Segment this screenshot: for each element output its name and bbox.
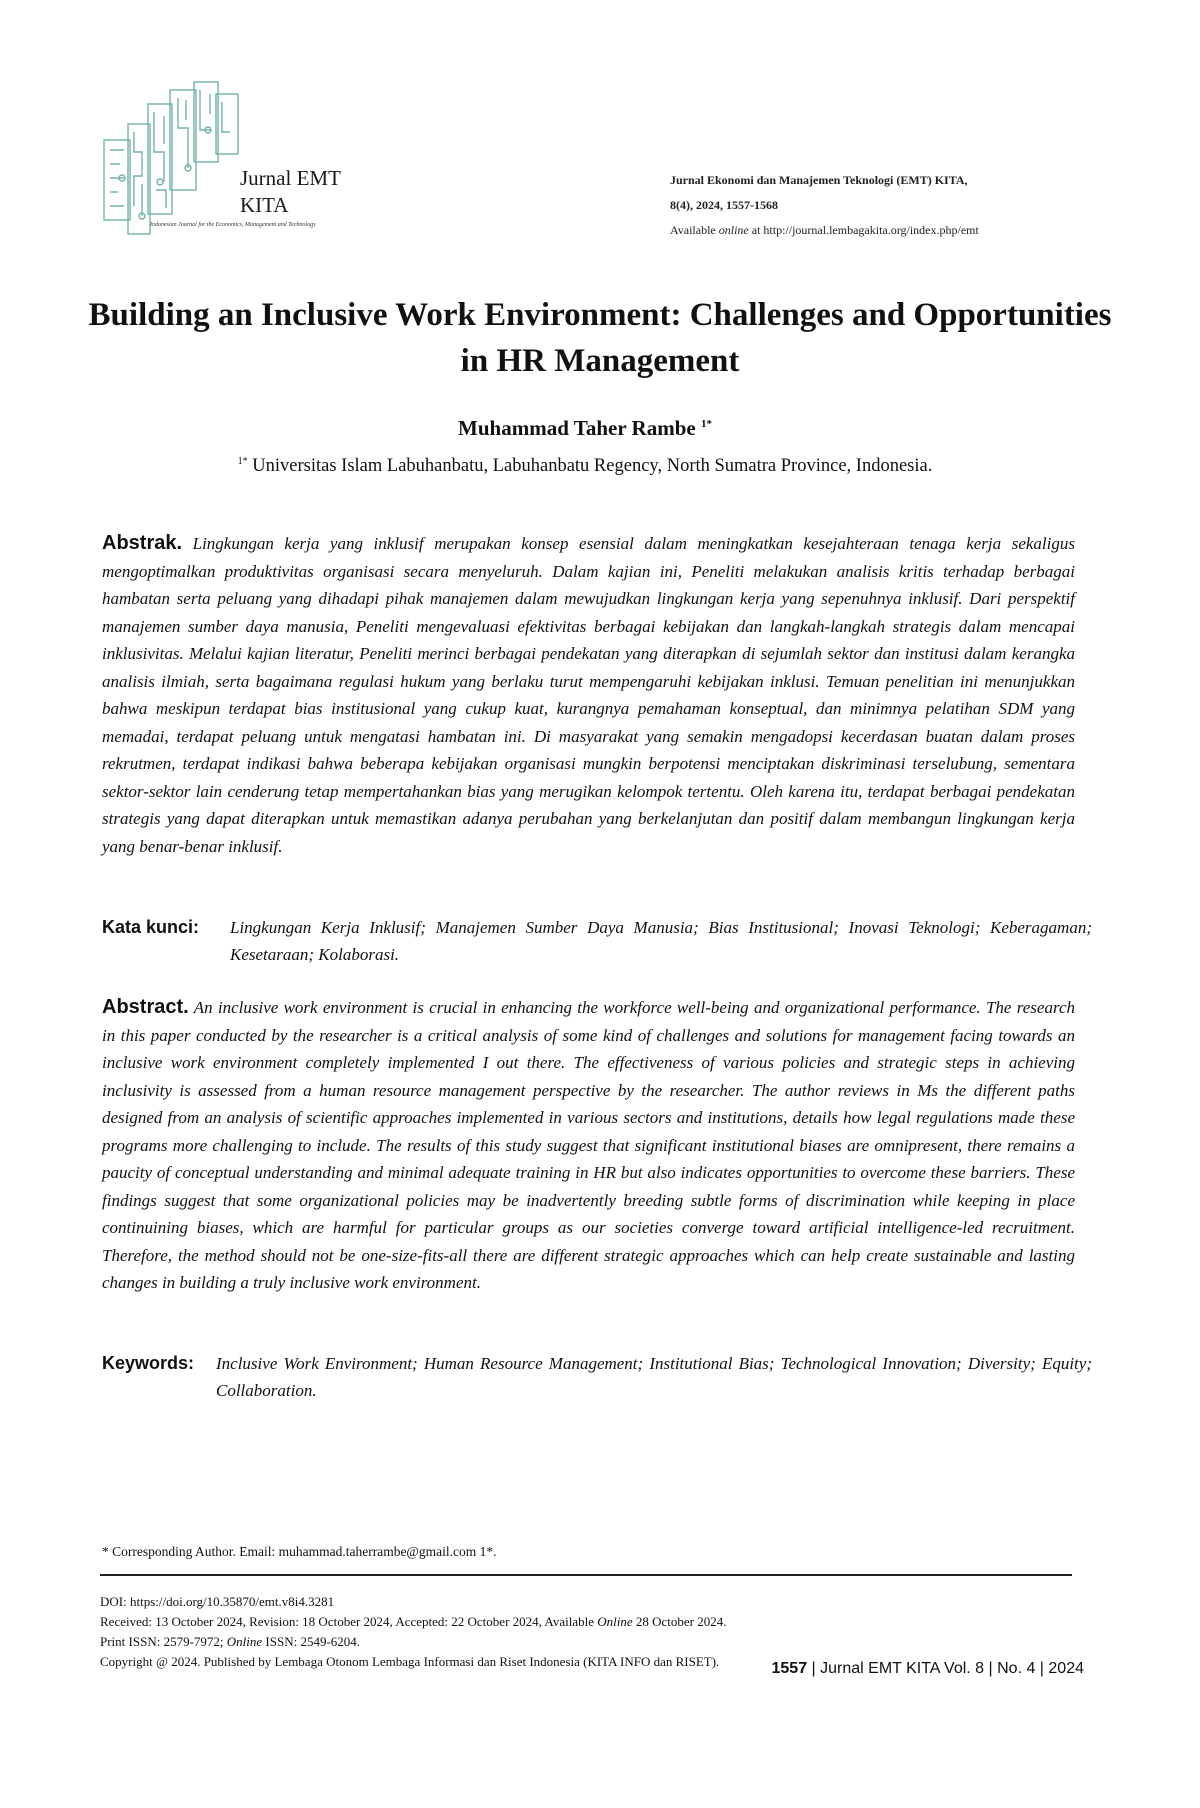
paper-title: Building an Inclusive Work Environment: Challenges and Opportunities in HR Management <box>88 297 1112 379</box>
keywords-text: Inclusive Work Environment; Human Resource Management; Institutional Bias; Technological Innovation; Diversity; Equity; Collaboration. <box>216 1354 1092 1400</box>
keywords <box>102 1350 1092 1404</box>
page-footer: 1557 | Jurnal EMT KITA Vol. 8 | No. 4 | 2024 <box>771 1660 1084 1677</box>
divider <box>100 1574 1072 1576</box>
corresponding-author: * Corresponding Author. Email: muhammad.taherrambe@gmail.com 1*. <box>102 1544 497 1559</box>
abstract-label: Abstract. <box>102 996 189 1018</box>
logo-title: Jurnal EMT KITA <box>240 166 341 217</box>
journal-volume: 8(4), 2024, 1557-1568 <box>670 198 778 212</box>
journal-url[interactable]: Available online at http://journal.lembagakita.org/index.php/emt <box>670 223 979 237</box>
page-number: 1557 <box>771 1660 808 1677</box>
journal-name: Jurnal Ekonomi dan Manajemen Teknologi (EMT) KITA, <box>670 173 968 187</box>
abstract-paragraph: Abstract. An inclusive work environment is crucial in enhancing the workforce well-being and organizational performance. The research in this paper conducted by the researcher is a critical analysis of some kind of challenges and solutions for management facing towards an inclusive work environment completely implemented I out there. The effectiveness of various policies and strategic steps in achieving inclusivity is assessed from a human resource management perspective by the researcher. The author reviews in Ms the different paths designed from an analysis of scientific approaches implemented in various sectors and institutions, details how legal regulations made these programs more challenging to include. The results of this study suggest that significant institutional biases are omnipresent, there remains a paucity of conceptual understanding and minimal adequate training in HR but also indicates opportunities to overcome these barriers. These findings suggest that some organizational policies may be inadvertently breeding subtle forms of discrimination while keeping in place continuining biases, which are harmful for particular groups as our societies converge toward artificial intelligence-led recruitment. Therefore, the method should not be one-size-fits-all there are different strategic approaches which can help create sustainable and lasting changes in building a truly inclusive work environment. <box>102 996 1075 1292</box>
kata-kunci <box>102 914 1092 968</box>
logo-subtitle: Indonesian Journal for the Economics, Management and Technology <box>150 222 316 228</box>
dates: Received: 13 October 2024, Revision: 18 October 2024, Accepted: 22 October 2024, Available Online 28 October 2024. <box>100 1614 727 1629</box>
issn: Print ISSN: 2579-7972; Online ISSN: 2549-6204. <box>100 1634 361 1649</box>
copyright: Copyright @ 2024. Published by Lembaga Otonom Lembaga Informasi dan Riset Indonesia (KITA INFO dan RISET). <box>100 1654 720 1669</box>
keywords-label: Keywords: <box>102 1353 195 1373</box>
doi-link[interactable]: DOI: https://doi.org/10.35870/emt.v8i4.3281 <box>100 1594 335 1609</box>
journal-info <box>670 168 979 243</box>
publication-info <box>100 1592 727 1672</box>
author-name: Muhammad Taher Rambe $^{1*}$ <box>458 416 712 440</box>
kata-kunci-label: Kata kunci: <box>102 917 200 937</box>
abstrak-label: Abstrak. <box>102 532 183 554</box>
author-affiliation: $^{1*}$ Universitas Islam Labuhanbatu, Labuhanbatu Regency, North Sumatra Province, Indonesia. <box>237 456 933 477</box>
abstrak-paragraph: Abstrak. Lingkungan kerja yang inklusif merupakan konsep esensial dalam meningkatkan kesejahteraan tenaga kerja sekaligus mengoptimalkan produktivitas organisasi secara menyeluruh. Dalam kajian ini, Peneliti melakukan analisis kritis terhadap berbagai hambatan serta peluang yang dihadapi pihak manajemen dalam mewujudkan lingkungan kerja yang sepenuhnya inklusif. Dari perspektif manajemen sumber daya manusia, Peneliti mengevaluasi efektivitas berbagai kebijakan dan langkah-langkah strategis dalam mencapai inklusivitas. Melalui kajian literatur, Peneliti merinci berbagai pendekatan yang diterapkan di sejumlah sektor dan institusi dalam kerangka analisis ilmiah, serta bagaimana regulasi hukum yang berlaku turut mempengaruhi kebijakan inklusi. Temuan penelitian ini menunjukkan bahwa meskipun terdapat bias institusional yang cukup kuat, kurangnya pemahaman konseptual, dan minimnya pelatihan SDM yang memadai, terdapat peluang untuk mengatasi hambatan ini. Di masyarakat yang semakin mengadopsi kecerdasan buatan dalam proses rekrutmen, terdapat indikasi bahwa beberapa kebijakan organisasi mungkin berpotensi menciptakan diskriminasi terselubung, sementara sektor-sektor lain cenderung tetap mempertahankan bias yang merugikan kelompok tertentu. Oleh karena itu, terdapat berbagai pendekatan strategis yang dapat diterapkan untuk memastikan adanya perubahan yang berkelanjutan dan positif dalam membangun lingkungan kerja yang benar-benar inklusif. <box>102 532 1075 856</box>
kata-kunci-text: Lingkungan Kerja Inklusif; Manajemen Sumber Daya Manusia; Bias Institusional; Inovasi Teknologi; Keberagaman; Kesetaraan; Kolaborasi. <box>230 918 1092 964</box>
